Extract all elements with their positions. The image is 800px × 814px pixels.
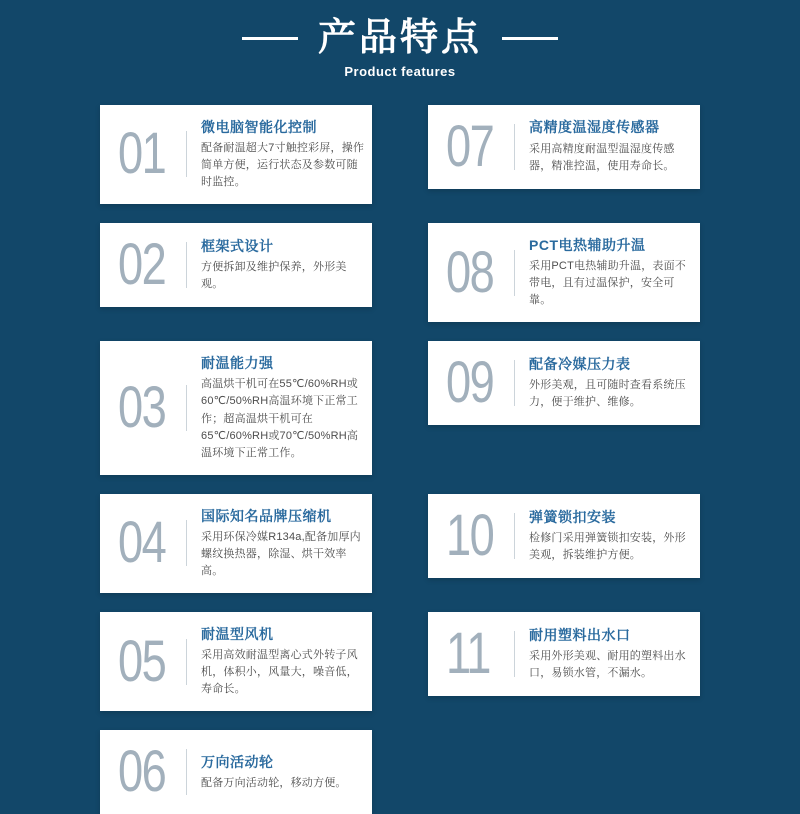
feature-description: 采用PCT电热辅助升温，表面不带电，且有过温保护，安全可靠。 — [529, 260, 686, 307]
feature-texts — [201, 753, 366, 792]
feature-title: PCT电热辅助升温 — [529, 236, 646, 253]
feature-texts — [201, 354, 366, 461]
vertical-divider — [514, 631, 515, 677]
feature-texts — [201, 237, 366, 293]
feature-number: 04 — [118, 510, 166, 576]
feature-title: 配备冷媒压力表 — [529, 356, 631, 373]
feature-description: 配备耐温超大7寸触控彩屏，操作简单方便，运行状态及参数可随时监控。 — [201, 141, 365, 188]
feature-texts — [529, 626, 694, 682]
vertical-divider — [186, 520, 187, 566]
page-title: 产品特点 — [317, 17, 482, 59]
feature-number: 10 — [446, 502, 494, 568]
feature-number: 08 — [446, 239, 494, 305]
feature-title: 框架式设计 — [201, 237, 274, 254]
feature-title: 弹簧锁扣安装 — [529, 508, 616, 525]
vertical-divider — [186, 242, 187, 288]
vertical-divider — [186, 385, 187, 431]
page-subtitle: Product features — [344, 63, 456, 79]
vertical-divider — [186, 749, 187, 795]
feature-texts — [529, 118, 694, 174]
feature-card-02 — [100, 223, 372, 307]
feature-title: 耐用塑料出水口 — [529, 626, 631, 643]
feature-card-08 — [428, 223, 700, 322]
feature-texts — [529, 355, 694, 411]
feature-texts — [201, 625, 366, 698]
feature-number: 01 — [118, 121, 166, 187]
feature-texts — [201, 507, 366, 580]
feature-number: 02 — [118, 231, 166, 297]
feature-card-05 — [100, 612, 372, 711]
vertical-divider — [514, 250, 515, 296]
feature-number: 05 — [118, 628, 166, 694]
feature-number: 06 — [118, 739, 166, 805]
vertical-divider — [514, 124, 515, 170]
feature-description: 配备万向活动轮，移动方便。 — [201, 776, 347, 789]
feature-card-09 — [428, 341, 700, 425]
feature-description: 采用高效耐温型离心式外转子风机，体积小，风量大，噪音低，寿命长。 — [201, 649, 358, 696]
feature-card-07 — [428, 105, 700, 189]
vertical-divider — [514, 360, 515, 406]
feature-description: 高温烘干机可在55℃/60%RH或60℃/50%RH高温环境下正常工作；超高温烘干机可在65℃/60%RH或70℃/50%RH高温环境下正常工作。 — [201, 378, 359, 459]
feature-card-01 — [100, 105, 372, 204]
feature-title: 高精度温湿度传感器 — [529, 119, 660, 136]
feature-title: 万向活动轮 — [201, 753, 274, 770]
feature-card-11 — [428, 612, 700, 696]
feature-description: 采用环保冷媒R134a,配备加厚内螺纹换热器，除湿、烘干效率高。 — [201, 530, 361, 577]
feature-card-06 — [100, 730, 372, 814]
feature-title: 耐温能力强 — [201, 355, 274, 372]
feature-texts — [529, 236, 694, 309]
feature-number: 07 — [446, 113, 494, 179]
feature-title: 耐温型风机 — [201, 626, 274, 642]
feature-card-10 — [428, 494, 700, 578]
feature-texts — [529, 508, 694, 564]
feature-card-03 — [100, 341, 372, 474]
feature-description: 方便拆卸及维护保养，外形美观。 — [201, 260, 347, 291]
page-header — [0, 0, 800, 79]
feature-card-04 — [100, 494, 372, 593]
feature-number: 09 — [446, 350, 494, 416]
feature-description: 外形美观，且可随时查看系统压力，便于维护、维修。 — [529, 379, 686, 409]
title-line-right — [502, 37, 558, 40]
title-row — [0, 16, 800, 62]
vertical-divider — [186, 639, 187, 685]
feature-title: 微电脑智能化控制 — [201, 118, 317, 135]
feature-texts — [201, 118, 366, 191]
feature-number: 03 — [118, 374, 166, 440]
feature-number: 11 — [446, 621, 490, 686]
feature-title: 国际知名品牌压缩机 — [201, 507, 332, 524]
title-line-left — [242, 37, 298, 40]
feature-description: 采用高精度耐温型温湿度传感器，精准控温，使用寿命长。 — [529, 142, 675, 172]
vertical-divider — [514, 513, 515, 559]
feature-description: 采用外形美观、耐用的塑料出水口，易锁水管，不漏水。 — [529, 650, 686, 680]
feature-description: 检修门采用弹簧锁扣安装，外形美观，拆装维护方便。 — [529, 531, 686, 561]
vertical-divider — [186, 131, 187, 177]
features-grid — [100, 105, 700, 814]
